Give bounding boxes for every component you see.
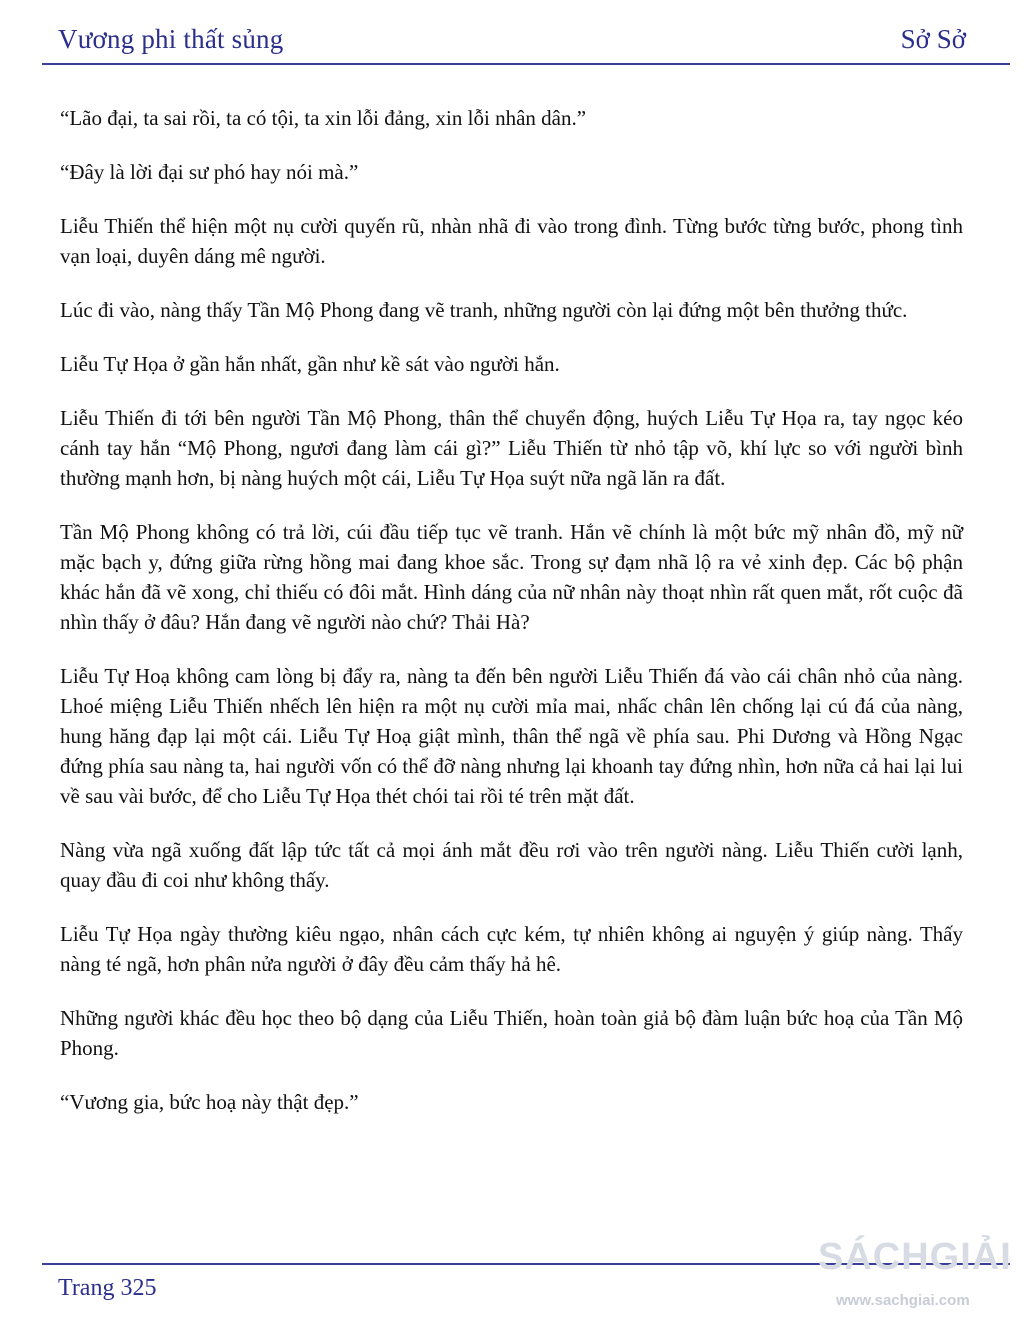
paragraph: Liễu Thiến đi tới bên người Tần Mộ Phong, thân thể chuyển động, huých Liễu Tự Họa ra, tay ngọc kéo cánh tay hắn “Mộ Phong, ngươi đang làm cái gì?” Liễu Thiến từ nhỏ tập võ, khí lực so với người bình thường mạnh hơn, bị nàng huých một cái, Liễu Tự Họa suýt nữa ngã lăn ra đất. xyxy=(60,406,963,490)
paragraph: Liễu Thiến thể hiện một nụ cười quyến rũ, nhàn nhã đi vào trong đình. Từng bước từng bước, phong tình vạn loại, duyên dáng mê người. xyxy=(60,214,963,268)
paragraph: Lúc đi vào, nàng thấy Tần Mộ Phong đang vẽ tranh, những người còn lại đứng một bên thưởng thức. xyxy=(60,298,908,322)
paragraph: Tần Mộ Phong không có trả lời, cúi đầu tiếp tục vẽ tranh. Hắn vẽ chính là một bức mỹ nhân đồ, mỹ nữ mặc bạch y, đứng giữa rừng hồng mai đang khoe sắc. Trong sự đạm nhã lộ ra vẻ xinh đẹp. Các bộ phận khác hắn đã vẽ xong, chỉ thiếu có đôi mắt. Hình dáng của nữ nhân này thoạt nhìn rất quen mắt, rốt cuộc đã nhìn thấy ở đâu? Hắn đang vẽ người nào chứ? Thải Hà? xyxy=(60,520,963,634)
watermark-logo xyxy=(812,1230,1022,1320)
watermark-url: www.sachgiai.com xyxy=(836,1292,970,1309)
paragraph: Nàng vừa ngã xuống đất lập tức tất cả mọi ánh mắt đều rơi vào trên người nàng. Liễu Thiến cười lạnh, quay đầu đi coi như không thấy. xyxy=(60,838,963,892)
page-body xyxy=(60,103,963,1141)
paragraph: Liễu Tự Họa ngày thường kiêu ngạo, nhân cách cực kém, tự nhiên không ai nguyện ý giúp nàng. Thấy nàng té ngã, hơn phân nửa người ở đây đều cảm thấy hả hê. xyxy=(60,922,963,976)
paragraph: Liễu Tự Họa ở gần hắn nhất, gần như kề sát vào người hắn. xyxy=(60,352,560,376)
header-divider xyxy=(42,63,1010,65)
page-number: Trang 325 xyxy=(58,1275,157,1301)
paragraph: “Vương gia, bức hoạ này thật đẹp.” xyxy=(60,1090,359,1114)
paragraph: Liễu Tự Hoạ không cam lòng bị đẩy ra, nàng ta đến bên người Liễu Thiến đá vào cái chân nhỏ của nàng. Lhoé miệng Liễu Thiến nhếch lên hiện ra một nụ cười mỉa mai, nhấc chân lên chống lại cú đá của nàng, hung hăng đạp lại một cái. Liễu Tự Hoạ giật mình, thân thể ngã về phía sau. Phi Dương và Hồng Ngạc đứng phía sau nàng ta, hai người vốn có thể đỡ nàng nhưng lại khoanh tay đứng nhìn, hơn nữa cả hai lại lui về sau vài bước, để cho Liễu Tự Họa thét chói tai rồi té trên mặt đất. xyxy=(60,664,963,808)
paragraph: Những người khác đều học theo bộ dạng của Liễu Thiến, hoàn toàn giả bộ đàm luận bức hoạ của Tần Mộ Phong. xyxy=(60,1006,963,1060)
paragraph: “Đây là lời đại sư phó hay nói mà.” xyxy=(60,160,359,184)
book-title: Vương phi thất sủng xyxy=(58,24,284,54)
paragraph: “Lão đại, ta sai rồi, ta có tội, ta xin lỗi đảng, xin lỗi nhân dân.” xyxy=(60,106,587,130)
watermark-logo-text: SÁCHGIẢI xyxy=(818,1236,1012,1278)
author-name: Sở Sở xyxy=(900,24,966,54)
